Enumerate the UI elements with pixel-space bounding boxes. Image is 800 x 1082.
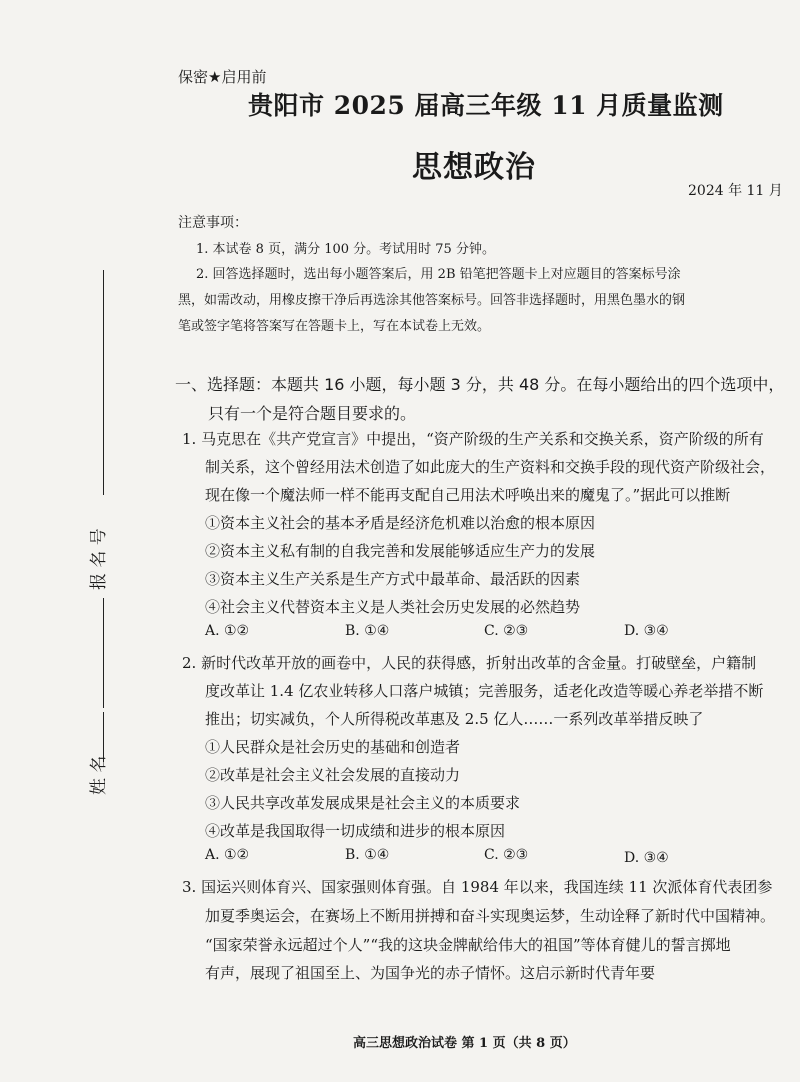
question-2-line: 推出；切实减负，个人所得税改革惠及 2.5 亿人……一系列改革举措反映了 bbox=[205, 710, 704, 728]
notes-heading: 注意事项： bbox=[178, 215, 248, 231]
question-2-choice-c: C. ②③ bbox=[484, 847, 529, 863]
question-2-option: ④改革是我国取得一切成绩和进步的根本原因 bbox=[205, 822, 506, 840]
question-1-line: 制关系，这个曾经用法术创造了如此庞大的生产资料和交换手段的现代资产阶级社会， bbox=[205, 458, 776, 476]
question-1-option: ②资本主义私有制的自我完善和发展能够适应生产力的发展 bbox=[205, 542, 596, 560]
exam-number-line-upper bbox=[103, 270, 104, 495]
exam-subject: 思想政治 bbox=[412, 150, 536, 185]
question-2-line: 2. 新时代改革开放的画卷中，人民的获得感，折射出改革的含金量。打破壁垒，户籍制 bbox=[182, 654, 757, 672]
question-1-option: ①资本主义社会的基本矛盾是经济危机难以治愈的根本原因 bbox=[205, 514, 596, 532]
question-2-option: ①人民群众是社会历史的基础和创造者 bbox=[205, 738, 461, 756]
exam-number-line-lower bbox=[103, 598, 104, 708]
note-item: 1. 本试卷 8 页，满分 100 分。考试用时 75 分钟。 bbox=[196, 242, 495, 257]
question-2-choice-d: D. ③④ bbox=[624, 850, 669, 866]
question-1-choice-d: D. ③④ bbox=[624, 623, 669, 639]
question-1-option: ④社会主义代替资本主义是人类社会历史发展的必然趋势 bbox=[205, 598, 581, 616]
question-2-choice-b: B. ①④ bbox=[345, 847, 390, 863]
question-2-choice-a: A. ①② bbox=[205, 847, 250, 863]
confidential-mark: 保密★启用前 bbox=[178, 68, 267, 86]
question-3-line: “国家荣誉永远超过个人”“我的这块金牌献给伟大的祖国”等体育健儿的誓言掷地 bbox=[205, 936, 731, 954]
question-1-line: 现在像一个魔法师一样不能再支配自己用法术呼唤出来的魔鬼了。”据此可以推断 bbox=[205, 486, 731, 504]
question-2-option: ③人民共享改革发展成果是社会主义的本质要求 bbox=[205, 794, 521, 812]
exam-number-label: 报 名 号 bbox=[89, 528, 109, 590]
name-line bbox=[103, 712, 104, 762]
question-1-line: 1. 马克思在《共产党宣言》中提出，“资产阶级的生产关系和交换关系，资产阶级的所有 bbox=[182, 430, 764, 448]
question-1-choice-b: B. ①④ bbox=[345, 623, 390, 639]
question-3-line: 加夏季奥运会，在赛场上不断用拼搏和奋斗实现奥运梦，生动诠释了新时代中国精神。 bbox=[205, 907, 776, 925]
question-3-line: 有声，展现了祖国至上、为国争光的赤子情怀。这启示新时代青年要 bbox=[205, 964, 656, 982]
exam-title: 贵阳市 2025 届高三年级 11 月质量监测 bbox=[248, 91, 724, 120]
question-1-choice-c: C. ②③ bbox=[484, 623, 529, 639]
note-item: 笔或签字笔将答案写在答题卡上，写在本试卷上无效。 bbox=[178, 319, 491, 334]
question-2-option: ②改革是社会主义社会发展的直接动力 bbox=[205, 766, 461, 784]
section-heading-cont: 只有一个是符合题目要求的。 bbox=[208, 404, 417, 423]
section-heading: 一、选择题：本题共 16 小题，每小题 3 分，共 48 分。在每小题给出的四个选项中， bbox=[175, 375, 785, 394]
exam-date: 2024 年 11 月 bbox=[688, 183, 783, 199]
question-3-line: 3. 国运兴则体育兴、国家强则体育强。自 1984 年以来，我国连续 11 次派体育代表团参 bbox=[182, 878, 773, 896]
question-1-choice-a: A. ①② bbox=[205, 623, 250, 639]
question-1-option: ③资本主义生产关系是生产方式中最革命、最活跃的因素 bbox=[205, 570, 581, 588]
question-2-line: 度改革让 1.4 亿农业转移人口落户城镇；完善服务，适老化改造等暖心养老举措不断 bbox=[205, 682, 764, 700]
note-item: 2. 回答选择题时，选出每小题答案后，用 2B 铅笔把答题卡上对应题目的答案标号涂 bbox=[196, 267, 681, 282]
note-item: 黑，如需改动，用橡皮擦干净后再选涂其他答案标号。回答非选择题时，用黑色墨水的钢 bbox=[178, 293, 686, 308]
name-label: 姓 名 bbox=[89, 755, 109, 795]
page-footer: 高三思想政治试卷 第 1 页（共 8 页） bbox=[353, 1036, 576, 1051]
